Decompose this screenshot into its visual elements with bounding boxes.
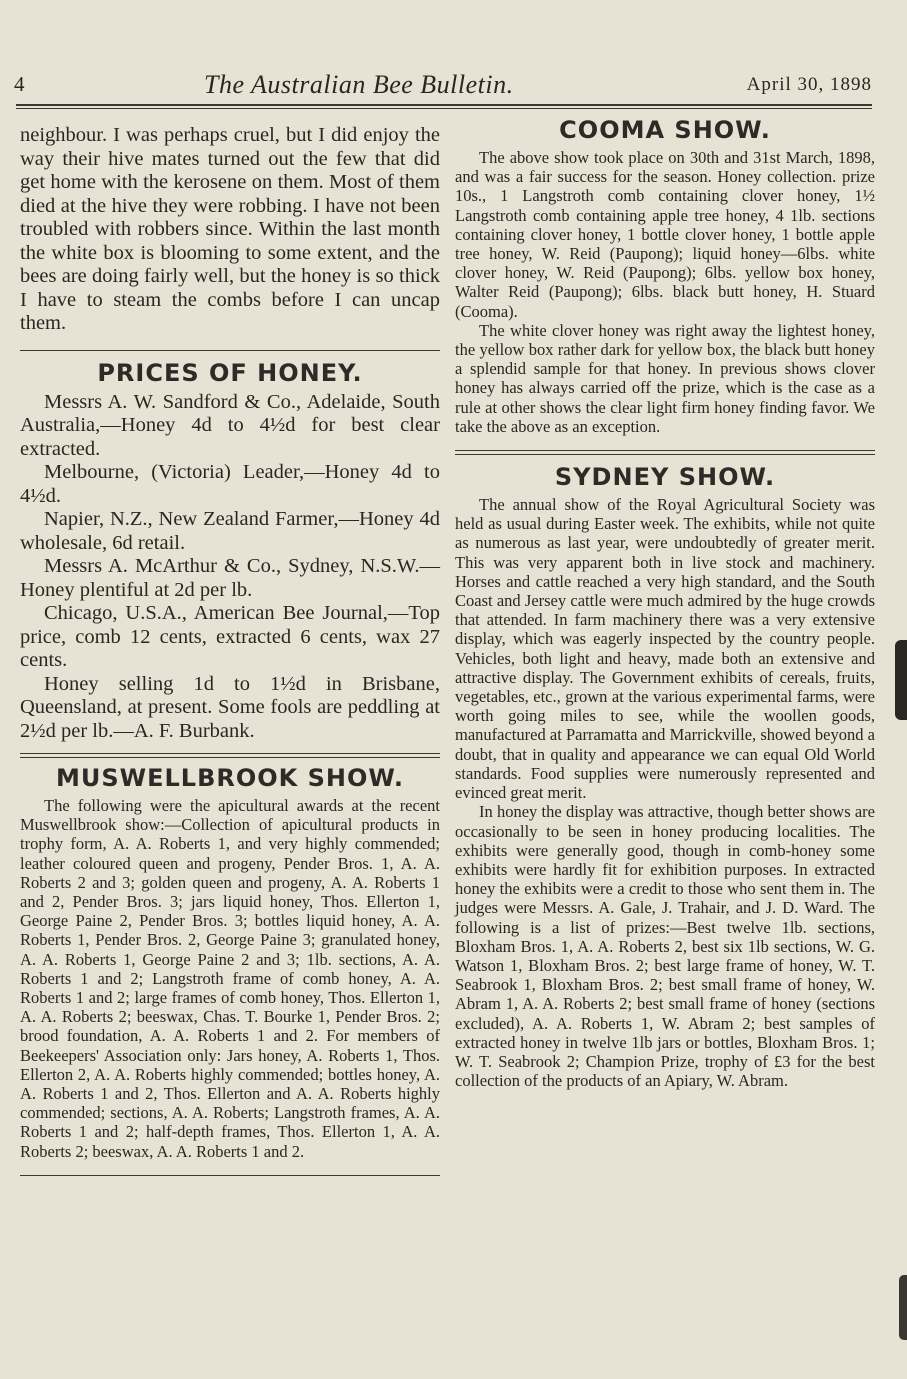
header-rule xyxy=(16,104,872,106)
ink-blot xyxy=(899,1275,907,1340)
section-divider xyxy=(455,450,875,451)
sydney-paragraph: The annual show of the Royal Agricultural Society was held as usual during Easter week. The exhibits, while not quite as numerous as last year, were undoubtedly of greater merit. This was very apparent both in live stock and machinery. Horses and cattle reached a very high standard, and the South Coast and Jersey cattle were much admired by the huge crowds that attended. In farm machinery there was a very extensive display, which was eagerly inspected by the country people. Vehicles, both light and heavy, made both an extensive and attractive display. The Government exhibits of cereals, fruits, vegetables, etc., grown at the various experimental farms, were worth going miles to see, while the woollen goods, manufactured at Parramatta and Marrickville, showed beyond a doubt, that in quality and appearance we can equal Old World standards. Food supplies were numerously represented and evinced great merit. xyxy=(455,495,875,803)
price-item: Chicago, U.S.A., American Bee Journal,—Top price, comb 12 cents, extracted 6 cents, wax 27 cents. xyxy=(20,602,440,671)
muswellbrook-body: The following were the apicultural awards at the recent Muswellbrook show:—Collection of apicultural products in trophy form, A. A. Roberts 1, and very highly commended; leather coloured queen and progeny, Pender Bros. 1, A. A. Roberts 2 and 3; golden queen and progeny, A. A. Roberts 1 and 2, Pender Bros. 3; jars liquid honey, Thos. Ellerton 1, George Paine 2, Pender Bros. 3; bottles liquid honey, A. A. Roberts 1, Pender Bros. 2, George Paine 3; granulated honey, A. A. Roberts 1, George Paine 2 and 3; 1lb. sections, A. A. Roberts 1 and 2; Langstroth frame of comb honey, A. A. Roberts 1 and 2; large frames of comb honey, Thos. Ellerton 1, A. A. Roberts 2; beeswax, Chas. T. Bourke 1, Pender Bros. 2; brood foundation, A. A. Roberts 1 and 2. For members of Beekeepers' Association only: Jars honey, A. Roberts 1, Thos. Ellerton 2, A. A. Roberts highly commended; bottles honey, A. A. Roberts 1 and 2, Thos. Ellerton and A. A. Roberts highly commended; sections, A. A. Roberts; Langstroth frames, A. A. Roberts 1 and 2; half-depth frames, Thos. Ellerton 1, A. A. Roberts 2; beeswax, A. A. Roberts 1 and 2. xyxy=(20,796,440,1161)
section-divider-thin xyxy=(20,757,440,758)
price-item: Honey selling 1d to 1½d in Brisbane, Queensland, at present. Some fools are peddling at 2½d per lb.—A. F. Burbank. xyxy=(20,672,440,742)
publication-title: The Australian Bee Bulletin. xyxy=(204,70,514,99)
page-header xyxy=(14,72,872,102)
price-item: Napier, N.Z., New Zealand Farmer,—Honey 4d wholesale, 6d retail. xyxy=(20,508,440,554)
muswellbrook-heading: MUSWELLBROOK SHOW. xyxy=(55,764,405,792)
sydney-heading: SYDNEY SHOW. xyxy=(554,463,776,492)
section-divider xyxy=(20,350,440,351)
section-divider-thin xyxy=(455,454,875,455)
continuation-text: neighbour. I was perhaps cruel, but I did enjoy the way their hive mates turned out the few that did get home with the kerosene on them. Most of them died at the hive they were robbing. I have not been troubled with robbers since. Within the last month the white box is blooming to some extent, and the bees are doing fairly well, but the honey is so thick I have to steam the combs before I can uncap them. xyxy=(20,124,440,334)
price-item: Messrs A. McArthur & Co., Sydney, N.S.W.—Honey plentiful at 2d per lb. xyxy=(20,555,440,601)
cooma-paragraph: The white clover honey was right away the lightest honey, the yellow box rather dark for yellow box, the black butt honey a splendid sample for that honey. In previous shows clover honey has always carried off the prize, which is the case as a rule at other shows the clear light firm honey finding favor. We take the above as an exception. xyxy=(455,320,875,436)
right-column xyxy=(455,116,875,1090)
section-divider xyxy=(20,753,440,754)
section-divider xyxy=(20,1175,440,1176)
prices-heading: PRICES OF HONEY. xyxy=(97,358,363,387)
price-item: Messrs A. W. Sandford & Co., Adelaide, South Australia,—Honey 4d to 4½d for best clear extracted. xyxy=(20,390,440,460)
page-number: 4 xyxy=(14,72,25,96)
header-rule-thin xyxy=(16,108,872,109)
sydney-paragraph: In honey the display was attractive, though better shows are occasionally to be seen in honey producing localities. The exhibits were generally good, though in comb-honey some exhibits were hardly fit for exhibition purposes. In extracted honey the exhibits were a credit to those who sent them in. The judges were Messrs. A. Gale, J. Trahair, and J. D. Ward. The following is a list of prizes:—Best twelve 1lb. sections, Bloxham Bros. 1, A. A. Roberts 2, best six 1lb sections, W. G. Watson 1, Bloxham Bros. 2; best large frame of honey, W. T. Seabrook 1, Bloxham Bros. 2; best small frame of honey, W. Abram 1, A. A. Roberts 2; best small frame of honey (sections excluded), A. A. Roberts 1, W. Abram 2; best samples of extracted honey in twelve 1lb jars or bottles, Bloxham Bros. 1; W. T. Seabrook 2; Champion Prize, trophy of £3 for the best collection of the products of an Apiary, W. Abram. xyxy=(455,802,875,1091)
cooma-paragraph: The above show took place on 30th and 31st March, 1898, and was a fair success for the season. Honey collection. prize 10s., 1 Langstroth comb containing clover honey, 1½ Langstroth comb containing apple tree honey, 4 1lb. sections containing clover honey, 1 bottle clover honey, 1 bottle apple tree honey, W. Reid (Paupong); liquid honey—6lbs. white clover honey, W. Reid (Paupong); 6lbs. yellow box honey, Walter Reid (Paupong); 6lbs. black butt honey, H. Stuard (Cooma). xyxy=(455,148,875,321)
price-item: Melbourne, (Victoria) Leader,—Honey 4d to 4½d. xyxy=(20,461,440,507)
left-column xyxy=(20,124,440,1176)
cooma-heading: COOMA SHOW. xyxy=(559,116,771,144)
ink-blot xyxy=(895,640,907,720)
issue-date: April 30, 1898 xyxy=(746,74,872,95)
